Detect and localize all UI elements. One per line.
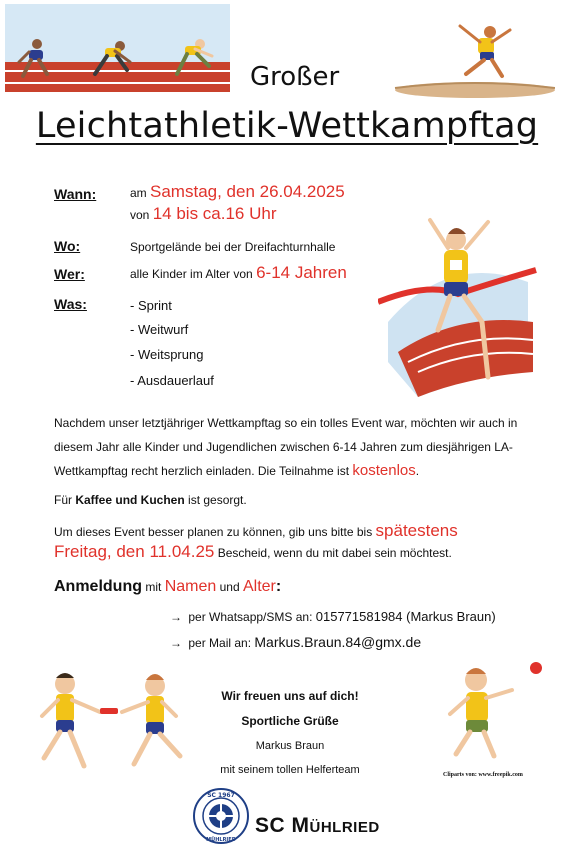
registration-title: Anmeldung (54, 578, 142, 595)
registration-age: Alter (242, 578, 276, 595)
email-address[interactable]: Markus.Braun.84@gmx.de (254, 634, 422, 650)
phone-prefix: per Whatsapp/SMS an: (188, 610, 313, 624)
food-paragraph (54, 490, 544, 510)
page-title: Leichtathletik-Wettkampftag (35, 106, 539, 146)
closing-block (210, 684, 370, 782)
deadline-suffix: Bescheid, wenn du mit dabei sein möchtest. (217, 546, 452, 560)
sprint-start-clipart (5, 4, 230, 92)
mail-contact (170, 634, 421, 650)
plan-text: Um dieses Event besser planen zu können, gib uns bitte bis (54, 525, 373, 539)
registration-with: mit (145, 580, 162, 594)
event-item: - Weitsprung (130, 347, 204, 362)
mail-prefix: per Mail an: (188, 636, 252, 650)
event-item: - Weitwurf (130, 322, 189, 337)
invitation-paragraph (54, 411, 544, 483)
deadline-word: spätestens (375, 521, 458, 540)
closing-line3: Markus Braun (255, 740, 325, 752)
deadline-paragraph (54, 521, 544, 563)
invitation-text: Nachdem unser letztjähriger Wettkampftag so ein tolles Event war, möchten wir auch in diesem Jahr alle Kinder und Jugendlichen zwischen 6-14 Jahren zum diesjährigen LA-Wettkampftag recht herzlich einladen. Die Teilnahme ist (54, 416, 518, 478)
free-admission: kostenlos (352, 462, 416, 479)
finish-runner-clipart (378, 212, 538, 397)
registration-heading (54, 578, 281, 596)
ball-thrower-clipart (428, 660, 548, 760)
long-jump-clipart (380, 18, 555, 100)
registration-colon: : (275, 578, 282, 595)
clipart-credits: Cliparts von: www.freepik.com (443, 772, 523, 778)
when-label: Wann: (54, 186, 97, 202)
when-time-prefix: von (130, 208, 150, 222)
closing-line4: mit seinem tollen Helferteam (220, 764, 360, 776)
deadline-date: Freitag, den 11.04.25 (54, 542, 215, 561)
relay-runners-clipart (30, 668, 195, 778)
food-suffix: ist gesorgt. (188, 493, 247, 507)
where-label: Wo: (54, 238, 81, 254)
phone-number[interactable]: 015771581984 (Markus Braun) (315, 609, 496, 624)
registration-and: und (219, 580, 240, 594)
food-bold: Kaffee und Kuchen (75, 493, 185, 507)
closing-line2: Sportliche Grüße (241, 714, 339, 728)
when-prefix: am (130, 186, 147, 200)
subtitle: Großer (250, 62, 340, 92)
when-date-line (130, 182, 345, 202)
event-date: Samstag, den 26.04.2025 (150, 182, 345, 201)
event-item: - Sprint (130, 298, 172, 313)
when-time-line (130, 204, 277, 224)
what-label: Was: (54, 296, 87, 312)
phone-contact (170, 609, 496, 624)
who-line (130, 263, 347, 283)
arrow-right-icon: → (170, 610, 182, 624)
who-prefix: alle Kinder im Alter von (130, 267, 253, 281)
arrow-right-icon: → (170, 636, 182, 650)
free-end: . (415, 464, 420, 478)
svg-text:MÜHLRIED: MÜHLRIED (206, 837, 236, 843)
age-range: 6-14 Jahren (256, 263, 347, 282)
registration-names: Namen (164, 578, 217, 595)
who-label: Wer: (54, 266, 85, 282)
event-item: - Ausdauerlauf (130, 373, 214, 388)
food-prefix: Für (54, 493, 72, 507)
club-name: SC Mühlried (255, 814, 380, 837)
svg-text:SC 1967: SC 1967 (207, 792, 235, 799)
closing-line1: Wir freuen uns auf dich! (221, 689, 359, 703)
event-time: 14 bis ca.16 Uhr (152, 204, 277, 223)
event-location: Sportgelände bei der Dreifachturnhalle (130, 240, 336, 254)
club-logo (193, 788, 249, 844)
